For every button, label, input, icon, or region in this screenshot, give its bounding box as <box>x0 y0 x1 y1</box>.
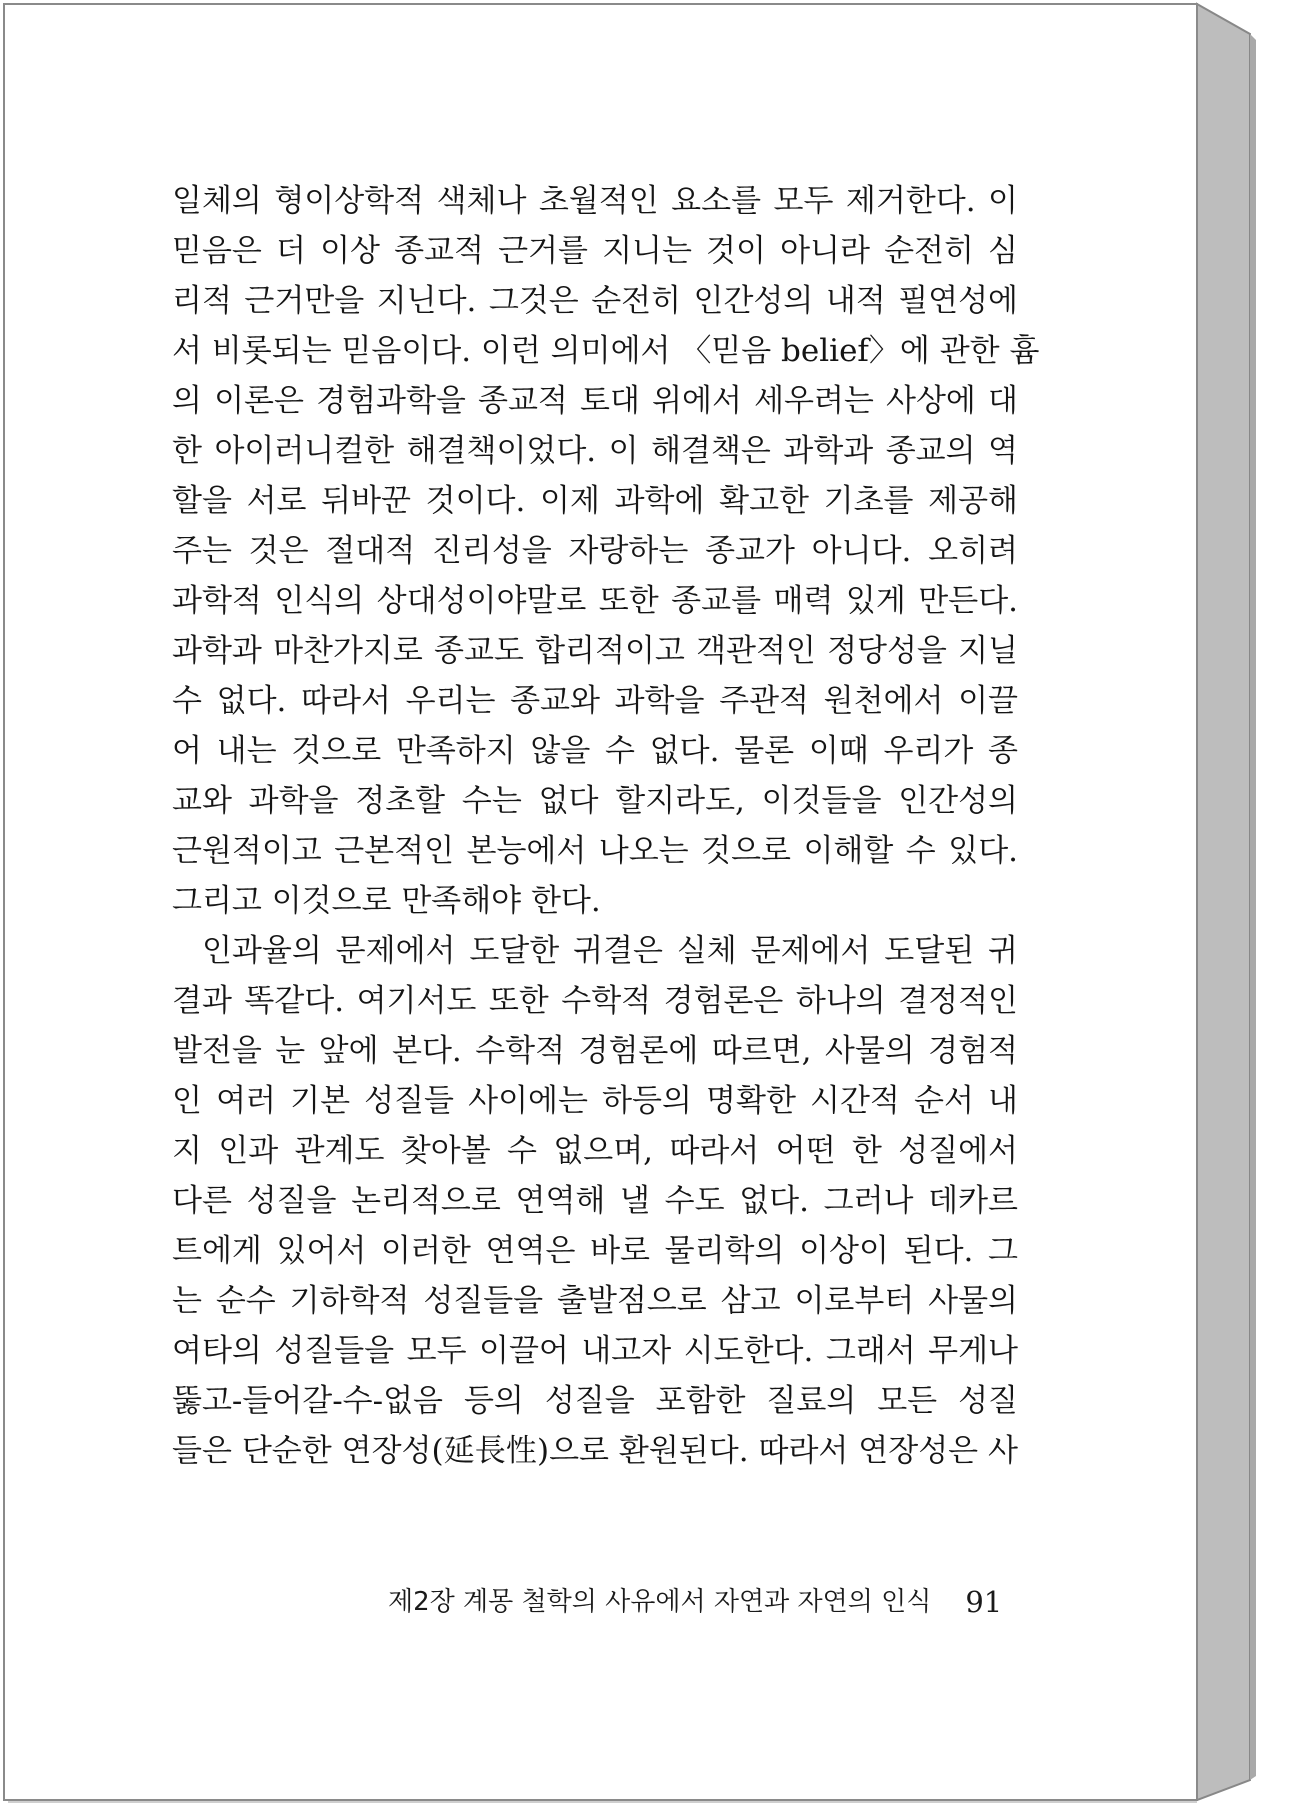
text-line: 일체의 형이상학적 색체나 초월적인 요소를 모두 제거한다. 이 <box>172 183 1018 219</box>
text-line: 들은 단순한 연장성(延長性)으로 환원된다. 따라서 연장성은 사 <box>172 1433 1018 1469</box>
text-line: 서 비롯되는 믿음이다. 이런 의미에서 〈믿음 belief〉에 관한 흄 <box>172 333 1040 369</box>
text-line: 여타의 성질들을 모두 이끌어 내고자 시도한다. 그래서 무게나 <box>172 1333 1018 1369</box>
text-line: 는 순수 기하학적 성질들을 출발점으로 삼고 이로부터 사물의 <box>172 1283 1018 1319</box>
text-line: 인 여러 기본 성질들 사이에는 하등의 명확한 시간적 순서 내 <box>172 1083 1018 1119</box>
running-footer <box>388 1584 1003 1620</box>
text-line: 그리고 이것으로 만족해야 한다. <box>172 883 601 919</box>
page-number: 91 <box>965 1585 1003 1619</box>
text-line: 근원적이고 근본적인 본능에서 나오는 것으로 이해할 수 있다. <box>172 833 1018 869</box>
text-line: 뚫고-들어갈-수-없음 등의 성질을 포함한 질료의 모든 성질 <box>172 1383 1018 1419</box>
running-head: 제2장 계몽 철학의 사유에서 자연과 자연의 인식 <box>388 1587 932 1617</box>
paragraph-2 <box>172 926 1018 1476</box>
text-line: 믿음은 더 이상 종교적 근거를 지니는 것이 아니라 순전히 심 <box>172 233 1018 269</box>
text-line: 과학적 인식의 상대성이야말로 또한 종교를 매력 있게 만든다. <box>172 583 1018 619</box>
text-line: 트에게 있어서 이러한 연역은 바로 물리학의 이상이 된다. 그 <box>172 1233 1018 1269</box>
text-line: 어 내는 것으로 만족하지 않을 수 없다. 물론 이때 우리가 종 <box>172 733 1018 769</box>
text-line: 수 없다. 따라서 우리는 종교와 과학을 주관적 원천에서 이끌 <box>172 683 1018 719</box>
text-line: 지 인과 관계도 찾아볼 수 없으며, 따라서 어떤 한 성질에서 <box>172 1133 1018 1169</box>
text-line: 할을 서로 뒤바꾼 것이다. 이제 과학에 확고한 기초를 제공해 <box>172 483 1018 519</box>
text-line: 주는 것은 절대적 진리성을 자랑하는 종교가 아니다. 오히려 <box>172 533 1018 569</box>
book-side-shade <box>1250 34 1256 1780</box>
text-line: 결과 똑같다. 여기서도 또한 수학적 경험론은 하나의 결정적인 <box>172 983 1018 1019</box>
text-line: 발전을 눈 앞에 본다. 수학적 경험론에 따르면, 사물의 경험적 <box>172 1033 1018 1069</box>
text-line: 한 아이러니컬한 해결책이었다. 이 해결책은 과학과 종교의 역 <box>172 433 1018 469</box>
paragraph-1 <box>172 176 1040 926</box>
text-line: 인과율의 문제에서 도달한 귀결은 실체 문제에서 도달된 귀 <box>202 933 1018 969</box>
book-side <box>1197 4 1250 1800</box>
text-line: 과학과 마찬가지로 종교도 합리적이고 객관적인 정당성을 지닐 <box>172 633 1018 669</box>
text-line: 다른 성질을 논리적으로 연역해 낼 수도 없다. 그러나 데카르 <box>172 1183 1018 1219</box>
text-line: 의 이론은 경험과학을 종교적 토대 위에서 세우려는 사상에 대 <box>172 383 1018 419</box>
text-line: 교와 과학을 정초할 수는 없다 할지라도, 이것들을 인간성의 <box>172 783 1018 819</box>
page-body <box>172 176 1040 1476</box>
text-line: 리적 근거만을 지닌다. 그것은 순전히 인간성의 내적 필연성에 <box>172 283 1018 319</box>
